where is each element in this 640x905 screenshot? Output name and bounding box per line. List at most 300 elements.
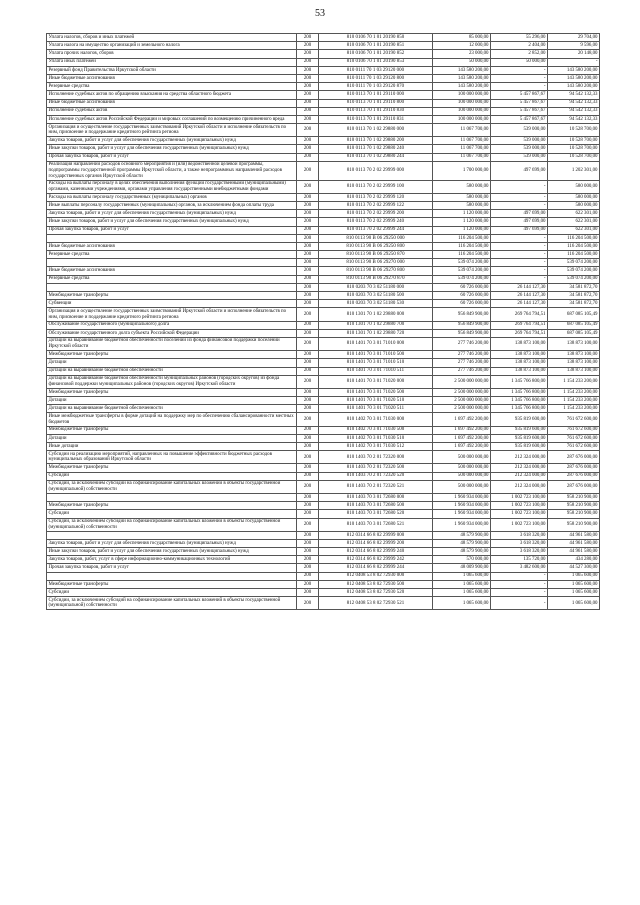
row-executed: 269 764 794,51: [491, 329, 548, 337]
row-classification: 810 0113 70 2 02 29999 244: [319, 226, 433, 234]
row-classification: 812 0314 66 8 02 29999 242: [319, 556, 433, 564]
row-classification: 810 0113 90 В 06 29270 000: [319, 259, 433, 267]
row-executed: 935 819 600,00: [491, 434, 548, 442]
row-approved: 100 000 000,00: [433, 115, 491, 123]
row-remaining: 761 672 600,00: [548, 434, 600, 442]
row-code: 200: [297, 480, 319, 493]
row-remaining: 539 074 200,00: [548, 275, 600, 283]
table-row: [47, 597, 600, 610]
row-code: 200: [297, 292, 319, 300]
row-code: 200: [297, 548, 319, 556]
row-executed: 5 457 867,67: [491, 107, 548, 115]
row-classification: 810 1402 70 3 01 71030 500: [319, 426, 433, 434]
row-approved: 1 697 492 200,00: [433, 443, 491, 451]
row-remaining: 761 672 600,00: [548, 413, 600, 426]
row-executed: 3 618 320,00: [491, 531, 548, 539]
row-name: Дотации: [47, 397, 297, 405]
row-code: 200: [297, 510, 319, 518]
row-code: 200: [297, 115, 319, 123]
row-remaining: 1 154 233 200,00: [548, 405, 600, 413]
table-row: [47, 443, 600, 451]
row-name: Межбюджетные трансферты: [47, 292, 297, 300]
row-remaining: 94 542 132,33: [548, 115, 600, 123]
row-classification: 810 0113 70 1 02 29880 200: [319, 137, 433, 145]
row-code: 200: [297, 426, 319, 434]
row-code: 200: [297, 321, 319, 329]
row-executed: 539 000,00: [491, 124, 548, 137]
table-row: [47, 91, 600, 99]
table-row: [47, 375, 600, 388]
row-name: Субвенции: [47, 300, 297, 308]
row-name: Закупка товаров, работ, услуг в сфере информационно-коммуникационных технологий: [47, 556, 297, 564]
row-name: Резервный фонд Правительства Иркутской области: [47, 66, 297, 74]
row-executed: 212 324 000,00: [491, 472, 548, 480]
row-name: Иные закупки товаров, работ и услуг для обеспечения государственных (муниципальных) нужд: [47, 218, 297, 226]
row-executed: -: [491, 74, 548, 82]
row-classification: 810 0113 70 2 02 29999 200: [319, 210, 433, 218]
table-row: [47, 74, 600, 82]
table-row: [47, 267, 600, 275]
row-name: Закупка товаров, работ и услуг для обеспечения государственных (муниципальных) нужд: [47, 539, 297, 547]
row-remaining: 34 581 872,70: [548, 283, 600, 291]
row-classification: 812 0408 53 8 02 72930 520: [319, 589, 433, 597]
row-name: Обслуживание государственного (муниципального) долга: [47, 321, 297, 329]
row-code: 200: [297, 74, 319, 82]
row-classification: 810 0113 90 В 06 29270 800: [319, 267, 433, 275]
row-code: 200: [297, 193, 319, 201]
row-name: Иные выплаты персоналу государственных (муниципальных) органов, за исключением фонда оплаты труда: [47, 201, 297, 209]
row-code: 200: [297, 539, 319, 547]
row-remaining: 9 596,00: [548, 42, 600, 50]
row-executed: 1 345 766 800,00: [491, 375, 548, 388]
table-row: [47, 351, 600, 359]
row-code: 200: [297, 397, 319, 405]
row-executed: 1 345 766 800,00: [491, 397, 548, 405]
row-name: [47, 234, 297, 242]
row-remaining: 143 580 200,00: [548, 74, 600, 82]
table-row: [47, 548, 600, 556]
row-approved: 1 960 934 000,00: [433, 510, 491, 518]
row-executed: 138 873 100,00: [491, 367, 548, 375]
row-name: Межбюджетные трансферты: [47, 580, 297, 588]
row-approved: 116 204 500,00: [433, 242, 491, 250]
row-name: Иные дотации: [47, 443, 297, 451]
row-remaining: 287 676 000,00: [548, 451, 600, 464]
row-classification: 810 1403 70 2 01 72320 500: [319, 464, 433, 472]
table-row: [47, 472, 600, 480]
row-classification: 810 1401 70 3 01 71020 511: [319, 405, 433, 413]
table-row: [47, 589, 600, 597]
row-remaining: 1 202 301,00: [548, 161, 600, 180]
row-remaining: 687 085 105,49: [548, 308, 600, 321]
row-code: 200: [297, 300, 319, 308]
row-classification: 810 1301 70 1 02 29880 000: [319, 308, 433, 321]
row-name: Дотации на выравнивание бюджетной обеспеченности поселений из фонда финансовой поддержки поселений Иркутской области: [47, 337, 297, 350]
table-row: [47, 218, 600, 226]
row-executed: 138 873 100,00: [491, 351, 548, 359]
table-row: [47, 413, 600, 426]
row-classification: 810 1403 70 3 01 72680 521: [319, 518, 433, 531]
row-remaining: 116 204 500,00: [548, 251, 600, 259]
row-approved: 48 009 900,00: [433, 564, 491, 572]
row-code: 200: [297, 145, 319, 153]
row-name: Дотации: [47, 434, 297, 442]
row-approved: 1 697 492 200,00: [433, 426, 491, 434]
row-executed: -: [491, 242, 548, 250]
row-executed: 539 000,00: [491, 137, 548, 145]
row-approved: 11 067 700,00: [433, 137, 491, 145]
table-row: [47, 300, 600, 308]
row-approved: 60 726 000,00: [433, 292, 491, 300]
row-classification: 810 1403 70 2 01 72320 000: [319, 451, 433, 464]
row-classification: 810 1402 70 3 01 71030 512: [319, 443, 433, 451]
row-name: Прочая закупка товаров, работ и услуг: [47, 564, 297, 572]
row-approved: 277 746 200,00: [433, 337, 491, 350]
table-row: [47, 115, 600, 123]
table-row: [47, 337, 600, 350]
table-row: [47, 405, 600, 413]
row-remaining: 687 085 105,49: [548, 321, 600, 329]
row-approved: 11 067 700,00: [433, 153, 491, 161]
row-remaining: 138 873 100,00: [548, 351, 600, 359]
row-remaining: 20 148,00: [548, 50, 600, 58]
row-remaining: 539 074 200,00: [548, 267, 600, 275]
row-code: 200: [297, 443, 319, 451]
row-name: Межбюджетные трансферты: [47, 351, 297, 359]
row-executed: 135 720,00: [491, 556, 548, 564]
row-approved: 12 000,00: [433, 42, 491, 50]
row-remaining: 539 074 200,00: [548, 259, 600, 267]
row-approved: 570 000,00: [433, 556, 491, 564]
table-row: [47, 292, 600, 300]
row-approved: 539 074 200,00: [433, 275, 491, 283]
row-classification: 810 0113 90 В 06 29250 000: [319, 234, 433, 242]
row-approved: 277 746 200,00: [433, 351, 491, 359]
row-executed: 935 819 600,00: [491, 426, 548, 434]
row-executed: 497 699,00: [491, 210, 548, 218]
row-name: Субсидии, за исключением субсидий на софинансирование капитальных вложений в объекты государственной (муниципальной) собственности: [47, 480, 297, 493]
row-approved: 60 726 000,00: [433, 283, 491, 291]
table-row: [47, 83, 600, 91]
row-approved: 1 065 600,00: [433, 572, 491, 580]
row-executed: 26 144 127,30: [491, 283, 548, 291]
row-remaining: 10 528 700,00: [548, 137, 600, 145]
row-name: Уплата иных платежей: [47, 58, 297, 66]
row-remaining: -: [548, 58, 600, 66]
row-classification: 810 0113 70 1 01 29110 831: [319, 115, 433, 123]
table-row: [47, 201, 600, 209]
row-name: Иные межбюджетные трансферты в форме дотаций на поддержку мер по обеспечению сбалансированности местных бюджетов: [47, 413, 297, 426]
row-approved: 2 500 000 000,00: [433, 388, 491, 396]
row-code: 200: [297, 34, 319, 42]
row-code: 200: [297, 210, 319, 218]
row-classification: 810 0106 70 1 01 20190 850: [319, 34, 433, 42]
row-executed: 1 345 766 800,00: [491, 405, 548, 413]
row-name: Исполнение судебных актов: [47, 107, 297, 115]
row-approved: 500 000 000,00: [433, 472, 491, 480]
table-row: [47, 251, 600, 259]
row-code: 200: [297, 161, 319, 180]
row-classification: 810 0113 90 В 06 29250 800: [319, 242, 433, 250]
table-row: [47, 367, 600, 375]
row-classification: 810 0113 70 1 01 29110 800: [319, 99, 433, 107]
table-row: [47, 66, 600, 74]
row-executed: -: [491, 589, 548, 597]
row-name: Обслуживание государственного долга субъекта Российской Федерации: [47, 329, 297, 337]
row-name: Межбюджетные трансферты: [47, 502, 297, 510]
row-classification: 810 1403 70 2 01 72320 521: [319, 480, 433, 493]
table-row: [47, 34, 600, 42]
row-classification: 812 0314 66 8 02 29999 244: [319, 564, 433, 572]
row-name: Иные бюджетные ассигнования: [47, 242, 297, 250]
row-code: 200: [297, 580, 319, 588]
row-name: Резервные средства: [47, 251, 297, 259]
row-executed: -: [491, 572, 548, 580]
row-name: Организация и осуществление государственных заимствований Иркутской области и исполнение обязательств по ним, присвоение и поддержание кредитного рейтинга региона: [47, 124, 297, 137]
row-executed: 55 296,00: [491, 34, 548, 42]
row-approved: 500 000 000,00: [433, 464, 491, 472]
row-approved: 580 000,00: [433, 201, 491, 209]
row-name: [47, 283, 297, 291]
row-remaining: 580 000,00: [548, 201, 600, 209]
row-executed: -: [491, 275, 548, 283]
row-remaining: 44 527 300,00: [548, 564, 600, 572]
budget-table: [46, 33, 600, 610]
row-name: Прочая закупка товаров, работ и услуг: [47, 153, 297, 161]
row-approved: 50 000,00: [433, 58, 491, 66]
table-row: [47, 107, 600, 115]
row-code: 200: [297, 107, 319, 115]
row-code: 200: [297, 226, 319, 234]
row-classification: 810 0113 70 1 02 29880 240: [319, 145, 433, 153]
row-executed: 539 000,00: [491, 153, 548, 161]
row-approved: 2 500 000 000,00: [433, 405, 491, 413]
row-approved: 143 580 200,00: [433, 66, 491, 74]
row-name: Исполнение судебных актов Российской Федерации и мировых соглашений по возмещению причиненного вреда: [47, 115, 297, 123]
row-code: 200: [297, 351, 319, 359]
row-executed: 3 482 600,00: [491, 564, 548, 572]
row-remaining: 143 580 200,00: [548, 83, 600, 91]
row-remaining: 94 542 132,33: [548, 91, 600, 99]
row-name: [47, 531, 297, 539]
row-name: Субсидии: [47, 510, 297, 518]
row-executed: -: [491, 66, 548, 74]
row-code: 200: [297, 275, 319, 283]
table-row: [47, 242, 600, 250]
row-name: Субсидии: [47, 472, 297, 480]
table-row: [47, 518, 600, 531]
row-code: 200: [297, 572, 319, 580]
table-row: [47, 556, 600, 564]
row-name: [47, 259, 297, 267]
row-executed: 212 324 000,00: [491, 451, 548, 464]
row-executed: -: [491, 251, 548, 259]
row-remaining: 10 528 700,00: [548, 124, 600, 137]
row-remaining: 94 542 132,33: [548, 107, 600, 115]
row-code: 200: [297, 556, 319, 564]
row-approved: 956 849 900,00: [433, 308, 491, 321]
row-name: Дотации на выравнивание бюджетной обеспеченности: [47, 405, 297, 413]
row-name: Иные закупки товаров, работ и услуг для обеспечения государственных (муниципальных) нужд: [47, 145, 297, 153]
row-name: Субсидии на реализацию мероприятий, направленных на повышение эффективности бюджетных расходов муниципальных образований Иркутской области: [47, 451, 297, 464]
row-approved: 1 960 934 000,00: [433, 518, 491, 531]
row-code: 200: [297, 564, 319, 572]
row-executed: 212 324 000,00: [491, 464, 548, 472]
table-row: [47, 464, 600, 472]
table-row: [47, 137, 600, 145]
row-executed: -: [491, 234, 548, 242]
row-executed: 269 764 794,51: [491, 308, 548, 321]
row-classification: 810 0203 70 3 02 51180 000: [319, 283, 433, 291]
table-row: [47, 510, 600, 518]
table-row: [47, 321, 600, 329]
row-remaining: 287 676 000,00: [548, 480, 600, 493]
row-name: Иные бюджетные ассигнования: [47, 74, 297, 82]
row-approved: 500 000 000,00: [433, 451, 491, 464]
row-code: 200: [297, 472, 319, 480]
row-approved: 1 120 000,00: [433, 218, 491, 226]
row-approved: 2 500 000 000,00: [433, 375, 491, 388]
row-code: 200: [297, 58, 319, 66]
row-classification: 812 0314 66 8 02 29999 000: [319, 531, 433, 539]
row-approved: 1 065 600,00: [433, 597, 491, 610]
table-row: [47, 397, 600, 405]
row-name: Уплата прочих налогов, сборов: [47, 50, 297, 58]
row-classification: 810 1301 70 1 02 29880 720: [319, 329, 433, 337]
row-code: 200: [297, 367, 319, 375]
table-row: [47, 153, 600, 161]
row-executed: 5 457 867,67: [491, 99, 548, 107]
table-row: [47, 531, 600, 539]
row-name: Дотации на выравнивание бюджетной обеспеченности: [47, 367, 297, 375]
row-name: Субсидии: [47, 589, 297, 597]
row-approved: 85 000,00: [433, 34, 491, 42]
row-name: Исполнение судебных актов по обращению взыскания на средства областного бюджета: [47, 91, 297, 99]
row-executed: 1 002 723 100,00: [491, 518, 548, 531]
row-classification: 810 1403 70 3 01 72680 000: [319, 493, 433, 501]
row-remaining: 1 065 600,00: [548, 597, 600, 610]
row-approved: 100 000 000,00: [433, 99, 491, 107]
table-row: [47, 539, 600, 547]
row-classification: 810 0111 70 1 03 29120 000: [319, 66, 433, 74]
table-row: [47, 58, 600, 66]
row-executed: 935 819 600,00: [491, 413, 548, 426]
row-code: 200: [297, 413, 319, 426]
row-remaining: 958 210 900,00: [548, 502, 600, 510]
row-remaining: 138 873 100,00: [548, 337, 600, 350]
row-approved: 60 726 000,00: [433, 300, 491, 308]
row-classification: 812 0408 53 8 02 72930 000: [319, 572, 433, 580]
row-name: Реализация направлений расходов основного мероприятия и (или) ведомственной целевой программы, подпрограммы государственной программы Иркутской области, а также непрограммных направлений расходов государственных органов Иркутской области: [47, 161, 297, 180]
row-approved: 116 204 500,00: [433, 251, 491, 259]
row-name: Иные закупки товаров, работ и услуг для обеспечения государственных (муниципальных) нужд: [47, 548, 297, 556]
row-remaining: 958 210 900,00: [548, 493, 600, 501]
row-executed: 3 618 320,00: [491, 548, 548, 556]
row-code: 200: [297, 388, 319, 396]
table-row: [47, 259, 600, 267]
row-classification: 810 1401 70 3 01 71010 511: [319, 367, 433, 375]
row-approved: 143 580 200,00: [433, 74, 491, 82]
row-name: Уплата налога на имущество организаций и земельного налога: [47, 42, 297, 50]
row-classification: 810 1403 70 3 01 72680 520: [319, 510, 433, 518]
row-remaining: 143 580 200,00: [548, 66, 600, 74]
row-classification: 810 0111 70 1 03 29120 870: [319, 83, 433, 91]
row-remaining: 761 672 600,00: [548, 443, 600, 451]
row-name: Иные бюджетные ассигнования: [47, 99, 297, 107]
row-approved: 539 074 200,00: [433, 267, 491, 275]
table-row: [47, 359, 600, 367]
row-classification: 810 0113 70 2 02 29999 240: [319, 218, 433, 226]
table-row: [47, 234, 600, 242]
row-approved: 1 120 000,00: [433, 226, 491, 234]
row-remaining: 761 672 600,00: [548, 426, 600, 434]
row-executed: 26 144 127,30: [491, 300, 548, 308]
row-approved: 143 580 200,00: [433, 83, 491, 91]
row-executed: 497 699,00: [491, 226, 548, 234]
row-code: 200: [297, 589, 319, 597]
row-name: Резервные средства: [47, 275, 297, 283]
row-code: 200: [297, 91, 319, 99]
row-executed: 1 002 723 100,00: [491, 510, 548, 518]
row-classification: 810 1401 70 3 01 71010 510: [319, 359, 433, 367]
row-name: Дотации на выравнивание бюджетной обеспеченности муниципальных районов (городских округов) из фонда финансовой поддержки муниципальных районов (городских округов) Иркутской области: [47, 375, 297, 388]
row-approved: 48 579 900,00: [433, 531, 491, 539]
row-approved: 956 849 900,00: [433, 329, 491, 337]
table-row: [47, 124, 600, 137]
row-remaining: 138 873 100,00: [548, 367, 600, 375]
row-executed: -: [491, 180, 548, 193]
row-classification: 810 1403 70 2 01 72320 520: [319, 472, 433, 480]
row-name: Субсидии, за исключением субсидий на софинансирование капитальных вложений в объекты государственной (муниципальной) собственности: [47, 518, 297, 531]
row-approved: 100 000 000,00: [433, 107, 491, 115]
row-code: 200: [297, 502, 319, 510]
row-code: 200: [297, 337, 319, 350]
row-executed: 50 000,00: [491, 58, 548, 66]
row-remaining: 687 085 105,49: [548, 329, 600, 337]
row-code: 200: [297, 137, 319, 145]
row-approved: 48 579 900,00: [433, 539, 491, 547]
row-executed: -: [491, 267, 548, 275]
row-remaining: 29 704,00: [548, 34, 600, 42]
row-executed: 1 002 723 100,00: [491, 502, 548, 510]
row-name: [47, 493, 297, 501]
row-classification: 810 0113 70 2 02 29999 122: [319, 201, 433, 209]
row-remaining: 958 210 900,00: [548, 510, 600, 518]
table-row: [47, 210, 600, 218]
row-executed: 539 000,00: [491, 145, 548, 153]
table-row: [47, 226, 600, 234]
row-code: 200: [297, 83, 319, 91]
row-name: Закупка товаров, работ и услуг для обеспечения государственных (муниципальных) нужд: [47, 137, 297, 145]
table-row: [47, 451, 600, 464]
table-row: [47, 283, 600, 291]
table-row: [47, 426, 600, 434]
row-name: Иные бюджетные ассигнования: [47, 267, 297, 275]
budget-table-body: [47, 34, 600, 610]
row-remaining: 34 581 872,70: [548, 300, 600, 308]
row-approved: 1 065 600,00: [433, 589, 491, 597]
row-executed: 269 764 794,51: [491, 321, 548, 329]
row-code: 200: [297, 375, 319, 388]
row-name: Прочая закупка товаров, работ и услуг: [47, 226, 297, 234]
row-classification: 810 0113 70 2 02 29999 100: [319, 180, 433, 193]
row-code: 200: [297, 251, 319, 259]
row-remaining: 138 873 100,00: [548, 359, 600, 367]
row-approved: 23 000,00: [433, 50, 491, 58]
row-executed: 5 457 867,67: [491, 115, 548, 123]
row-name: Закупка товаров, работ и услуг для обеспечения государственных (муниципальных) нужд: [47, 210, 297, 218]
row-code: 200: [297, 180, 319, 193]
